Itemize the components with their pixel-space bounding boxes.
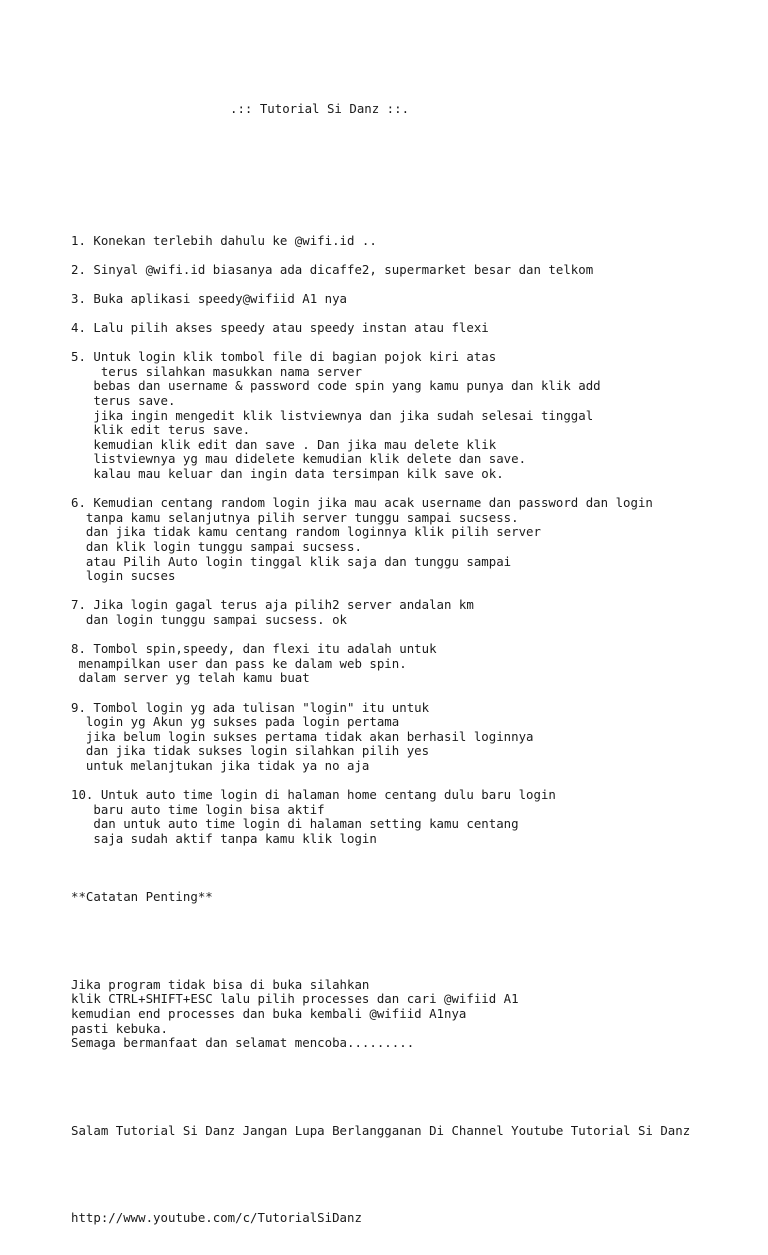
spacer [71, 482, 690, 497]
spacer [71, 1168, 690, 1183]
note-heading: **Catatan Penting** [71, 889, 213, 905]
closing-text: Salam Tutorial Si Danz Jangan Lupa Berlangganan Di Channel Youtube Tutorial Si Danz [71, 1122, 691, 1138]
spacer [71, 686, 690, 701]
step-line: terus save. [71, 393, 176, 409]
step-line: menampilkan user dan pass ke dalam web spin. [71, 655, 407, 671]
step-line: untuk melanjtukan jika tidak ya no aja [71, 757, 370, 773]
step-line: kemudian klik edit dan save . Dan jika mau delete klik [71, 436, 497, 452]
step-line: 4. Lalu pilih akses speedy atau speedy instan atau flexi [71, 320, 489, 336]
spacer [71, 248, 690, 263]
step-line: dan jika tidak sukses login silahkan pilih yes [71, 743, 430, 759]
spacer [71, 846, 690, 861]
step-item [71, 642, 690, 700]
spacer [71, 934, 690, 949]
spacer [71, 628, 690, 643]
step-item [71, 496, 690, 598]
note-line: kemudian end processes dan buka kembali @wifiid A1nya [71, 1006, 467, 1021]
step-line: dan jika tidak kamu centang random loginnya klik pilih server [71, 524, 541, 540]
step-item [71, 788, 690, 861]
step-line: login sucses [71, 568, 176, 584]
step-line: 9. Tombol login yg ada tulisan "login" itu untuk [71, 699, 430, 715]
note-line: pasti kebuka. [71, 1020, 168, 1036]
step-line: jika belum login sukses pertama tidak akan berhasil loginnya [71, 728, 534, 744]
step-item [71, 321, 690, 350]
step-line: dan login tunggu sampai sucsess. ok [71, 611, 348, 627]
step-line: 5. Untuk login klik tombol file di bagian pojok kiri atas [71, 349, 497, 365]
step-item [71, 598, 690, 642]
step-item [71, 701, 690, 789]
step-line: dan untuk auto time login di halaman setting kamu centang [71, 816, 519, 832]
step-item [71, 292, 690, 321]
step-line: 3. Buka aplikasi speedy@wifiid A1 nya [71, 290, 348, 306]
note-line: klik CTRL+SHIFT+ESC lalu pilih processes dan cari @wifiid A1 [71, 991, 519, 1007]
youtube-link[interactable]: http://www.youtube.com/c/TutorialSiDanz [71, 1210, 362, 1226]
step-line: listviewnya yg mau didelete kemudian klik delete dan save. [71, 451, 527, 467]
step-line: baru auto time login bisa aktif [71, 801, 325, 817]
step-item [71, 350, 690, 496]
step-line: 10. Untuk auto time login di halaman home centang dulu baru login [71, 787, 556, 803]
steps-list [71, 234, 690, 862]
step-line: bebas dan username & password code spin yang kamu punya dan klik add [71, 378, 601, 394]
step-line: dalam server yg telah kamu buat [71, 670, 310, 686]
spacer [71, 146, 690, 161]
spacer [71, 774, 690, 789]
note-line: Jika program tidak bisa di buka silahkan [71, 976, 370, 992]
step-line: kalau mau keluar dan ingin data tersimpan kilk save ok. [71, 466, 504, 482]
step-line: atau Pilih Auto login tinggal klik saja dan tunggu sampai [71, 553, 512, 569]
step-line: saja sudah aktif tanpa kamu klik login [71, 830, 377, 846]
step-line: terus silahkan masukkan nama server [71, 363, 362, 379]
step-item [71, 263, 690, 292]
spacer [71, 336, 690, 351]
document-body [71, 73, 690, 1255]
spacer [71, 307, 690, 322]
step-line: jika ingin mengedit klik listviewnya dan jika sudah selesai tinggal [71, 407, 594, 423]
step-line: 1. Konekan terlebih dahulu ke @wifi.id .. [71, 232, 377, 248]
step-line: 6. Kemudian centang random login jika mau acak username dan password dan login [71, 495, 653, 511]
step-line: 2. Sinyal @wifi.id biasanya ada dicaffe2, supermarket besar dan telkom [71, 261, 594, 277]
spacer [71, 584, 690, 599]
document-title: .:: Tutorial Si Danz ::. [230, 101, 410, 117]
step-line: login yg Akun yg sukses pada login pertama [71, 714, 400, 730]
step-line: dan klik login tunggu sampai sucsess. [71, 539, 362, 554]
spacer [71, 1080, 690, 1095]
note-line: Semaga bermanfaat dan selamat mencoba......... [71, 1035, 415, 1051]
spacer [71, 190, 690, 205]
note-lines [71, 978, 690, 1051]
step-item [71, 234, 690, 263]
step-line: 7. Jika login gagal terus aja pilih2 server andalan km [71, 597, 474, 613]
spacer [71, 277, 690, 292]
step-line: tanpa kamu selanjutnya pilih server tunggu sampai sucsess. [71, 509, 519, 525]
step-line: 8. Tombol spin,speedy, dan flexi itu adalah untuk [71, 641, 437, 657]
step-line: klik edit terus save. [71, 422, 251, 438]
